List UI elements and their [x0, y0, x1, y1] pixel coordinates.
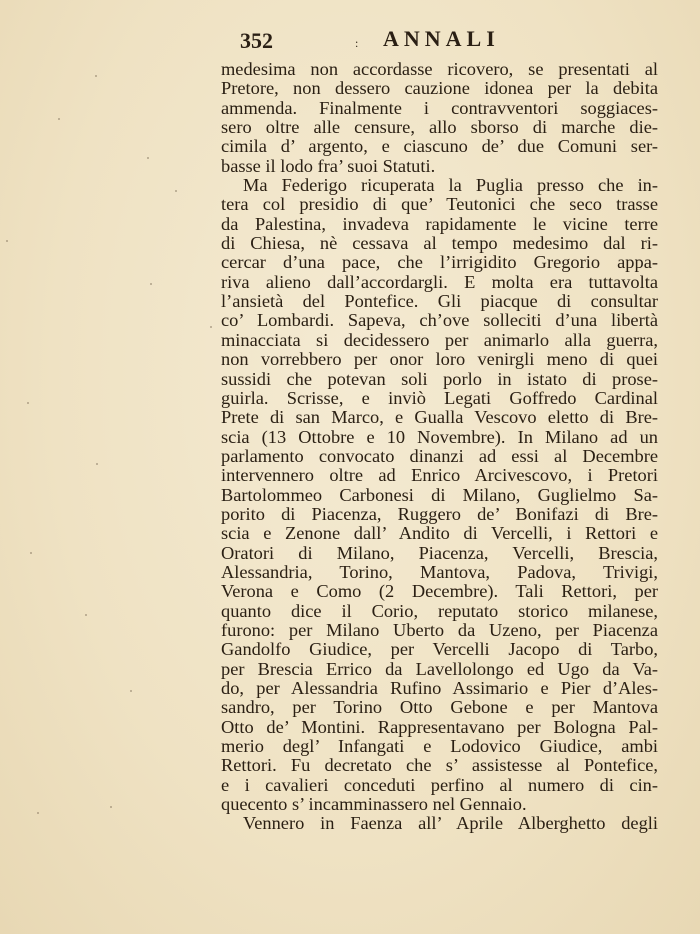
paper-speck [130, 690, 132, 692]
text-line: minacciata si decidessero per animarlo alla guerra, [221, 329, 658, 350]
text-line: per Brescia Errico da Lavellolongo ed Ugo da Va- [221, 658, 658, 679]
text-line: medesima non accordasse ricovero, se presentati al [221, 59, 658, 79]
paper-speck [210, 326, 212, 328]
text-line: Oratori di Milano, Piacenza, Vercelli, Brescia, [221, 542, 658, 563]
text-line: quanto dice il Corio, reputato storico milanese, [221, 600, 658, 621]
text-line: sussidi che potevan soli porlo in istato di prose- [221, 368, 658, 389]
text-line: basse il lodo fra’ suoi Statuti. [221, 155, 436, 176]
text-line: quecento s’ incamminassero nel Gennaio. [221, 794, 527, 815]
paper-speck [37, 812, 39, 814]
text-line: cimila d’ argento, e ciascuno de’ due Comuni ser- [221, 136, 658, 157]
text-line: parlamento convocato dinanzi ad essi al Decembre [221, 445, 658, 466]
text-line: scia (13 Ottobre e 10 Novembre). In Milano ad un [221, 426, 658, 447]
paper-speck [30, 552, 32, 554]
text-line: Vennero in Faenza all’ Aprile Alberghetto degli [243, 813, 658, 834]
text-line: co’ Lombardi. Sapeva, ch’ove solleciti d’una libertà [221, 310, 658, 331]
page-header [220, 26, 660, 56]
paper-speck [27, 402, 29, 404]
page-number: 352 [240, 28, 273, 53]
text-line: da Palestina, invadeva rapidamente le vicine terre [221, 213, 658, 234]
paper-speck [175, 190, 177, 192]
body-text [221, 60, 658, 834]
text-line: Gandolfo Giudice, per Vercelli Jacopo di Tarbo, [221, 639, 658, 660]
text-line: Pretore, non dessero cauzione idonea per la debita [221, 78, 658, 99]
text-line: guirla. Scrisse, e inviò Legati Goffredo Cardinal [221, 387, 658, 408]
text-line: merio degl’ Infangati e Lodovico Giudice, ambi [221, 736, 658, 757]
text-line: sandro, per Torino Otto Gebone e per Mantova [221, 697, 658, 718]
text-line: l’ansietà del Pontefice. Gli piacque di consultar [221, 291, 658, 312]
text-line: sero oltre alle censure, allo sborso di marche die- [221, 117, 658, 138]
text-line: Verona e Como (2 Decembre). Tali Rettori, per [221, 581, 658, 602]
paper-speck [110, 806, 112, 808]
paper-speck [96, 463, 98, 465]
text-line: Ma Federigo ricuperata la Puglia presso che in- [243, 175, 658, 196]
text-line: do, per Alessandria Rufino Assimario e Pier d’Ales- [221, 678, 658, 698]
text-line: furono: per Milano Uberto da Uzeno, per Piacenza [221, 619, 658, 640]
text-line: di Chiesa, nè cessava al tempo medesimo dal ri- [221, 233, 658, 254]
text-line: riva alieno dall’accordargli. E molta era tuttavolta [221, 271, 658, 292]
text-line: ammenda. Finalmente i contravventori soggiaces- [221, 97, 658, 118]
text-line: Rettori. Fu decretato che s’ assistesse al Pontefice, [221, 755, 658, 776]
text-line: cercar d’una pace, che l’irrigidito Gregorio appa- [221, 252, 658, 273]
paper-speck [58, 118, 60, 120]
header-mark: : [355, 36, 359, 50]
text-line: non vorrebbero per onor loro venirgli meno di quei [221, 349, 658, 370]
text-line: Otto de’ Montini. Rappresentavano per Bologna Pal- [221, 716, 658, 737]
paper-speck [95, 75, 97, 77]
paper-speck [147, 157, 149, 159]
text-line: Prete di san Marco, e Gualla Vescovo eletto di Bre- [221, 407, 658, 428]
running-title: ANNALI [383, 26, 500, 51]
paper-speck [85, 614, 87, 616]
text-line: tera col presidio di que’ Teutonici che seco trasse [221, 194, 658, 215]
paper-speck [6, 240, 8, 242]
text-line: scia e Zenone dall’ Andito di Vercelli, i Rettori e [221, 523, 658, 544]
text-line: Alessandria, Torino, Mantova, Padova, Trivigi, [221, 561, 658, 582]
text-line: porito di Piacenza, Ruggero de’ Bonifazi di Bre- [221, 503, 658, 524]
text-line: intervennero oltre ad Enrico Arcivescovo, i Pretori [221, 465, 658, 486]
text-line: Bartolommeo Carbonesi di Milano, Guglielmo Sa- [221, 484, 658, 505]
text-line: e i cavalieri conceduti perfino al numero di cin- [221, 774, 658, 795]
paper-speck [150, 283, 152, 285]
